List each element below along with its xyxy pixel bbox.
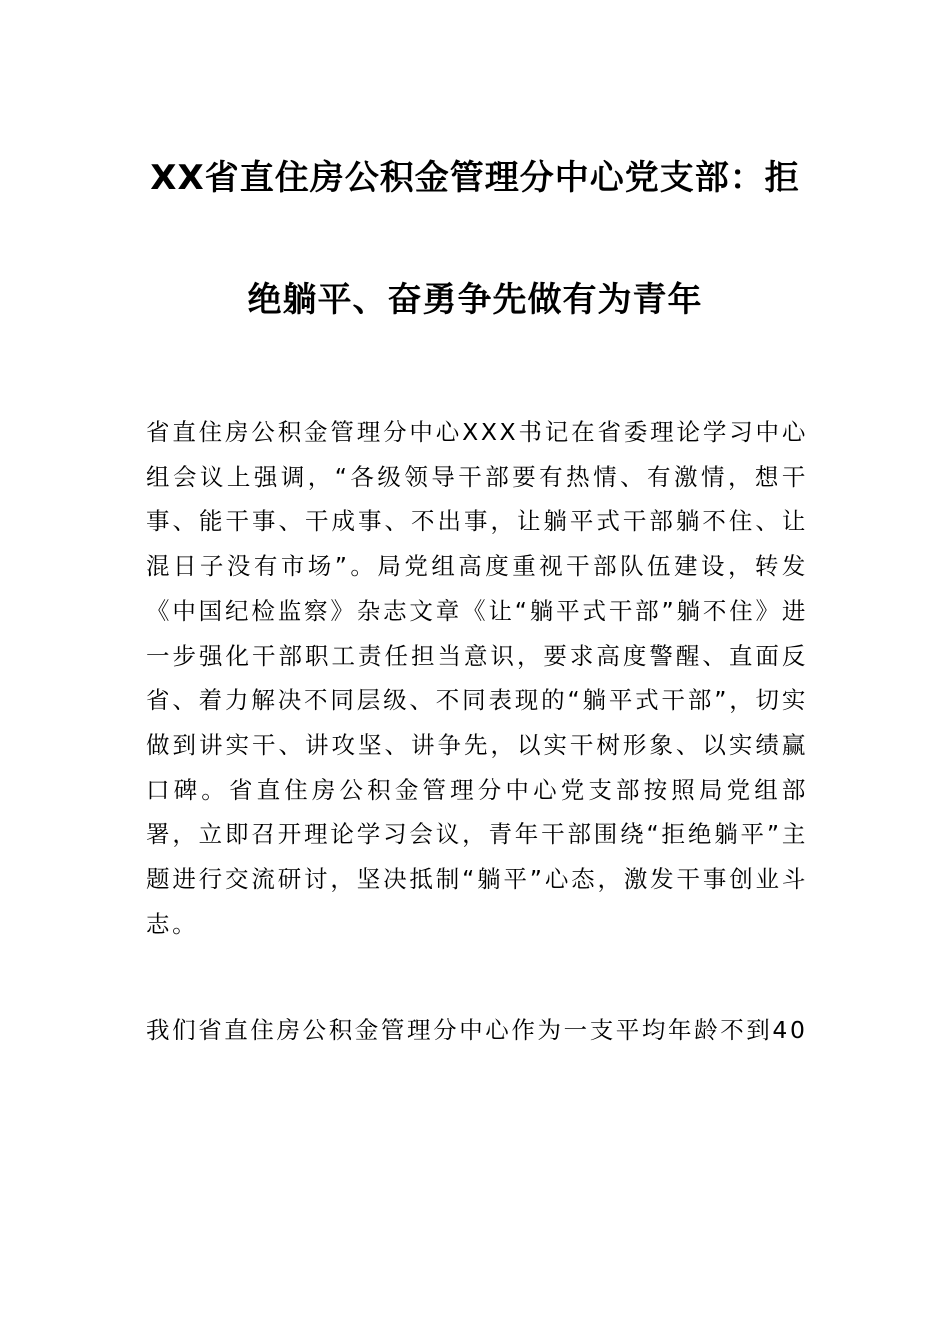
document-body: [146, 410, 808, 946]
document-title-line-2: 绝躺平、奋勇争先做有为青年: [247, 280, 703, 320]
body-paragraph-2: 我们省直住房公积金管理分中心作为一支平均年龄不到40: [146, 1016, 808, 1044]
document-title-line-1: XX省直住房公积金管理分中心党支部：拒: [150, 158, 800, 198]
body-paragraph-1: 省直住房公积金管理分中心XXX书记在省委理论学习中心组会议上强调，“各级领导干部要有热情、有激情，想干事、能干事、干成事、不出事，让躺平式干部躺不住、让混日子没有市场”。局党组高度重视干部队伍建设，转发《中国纪检监察》杂志文章《让“躺平式干部”躺不住》进一步强化干部职工责任担当意识，要求高度警醒、直面反省、着力解决不同层级、不同表现的“躺平式干部”，切实做到讲实干、讲攻坚、讲争先，以实干树形象、以实绩赢口碑。省直住房公积金管理分中心党支部按照局党组部署，立即召开理论学习会议，青年干部围绕“拒绝躺平”主题进行交流研讨，坚决抵制“躺平”心态，激发干事创业斗志。: [146, 418, 808, 938]
